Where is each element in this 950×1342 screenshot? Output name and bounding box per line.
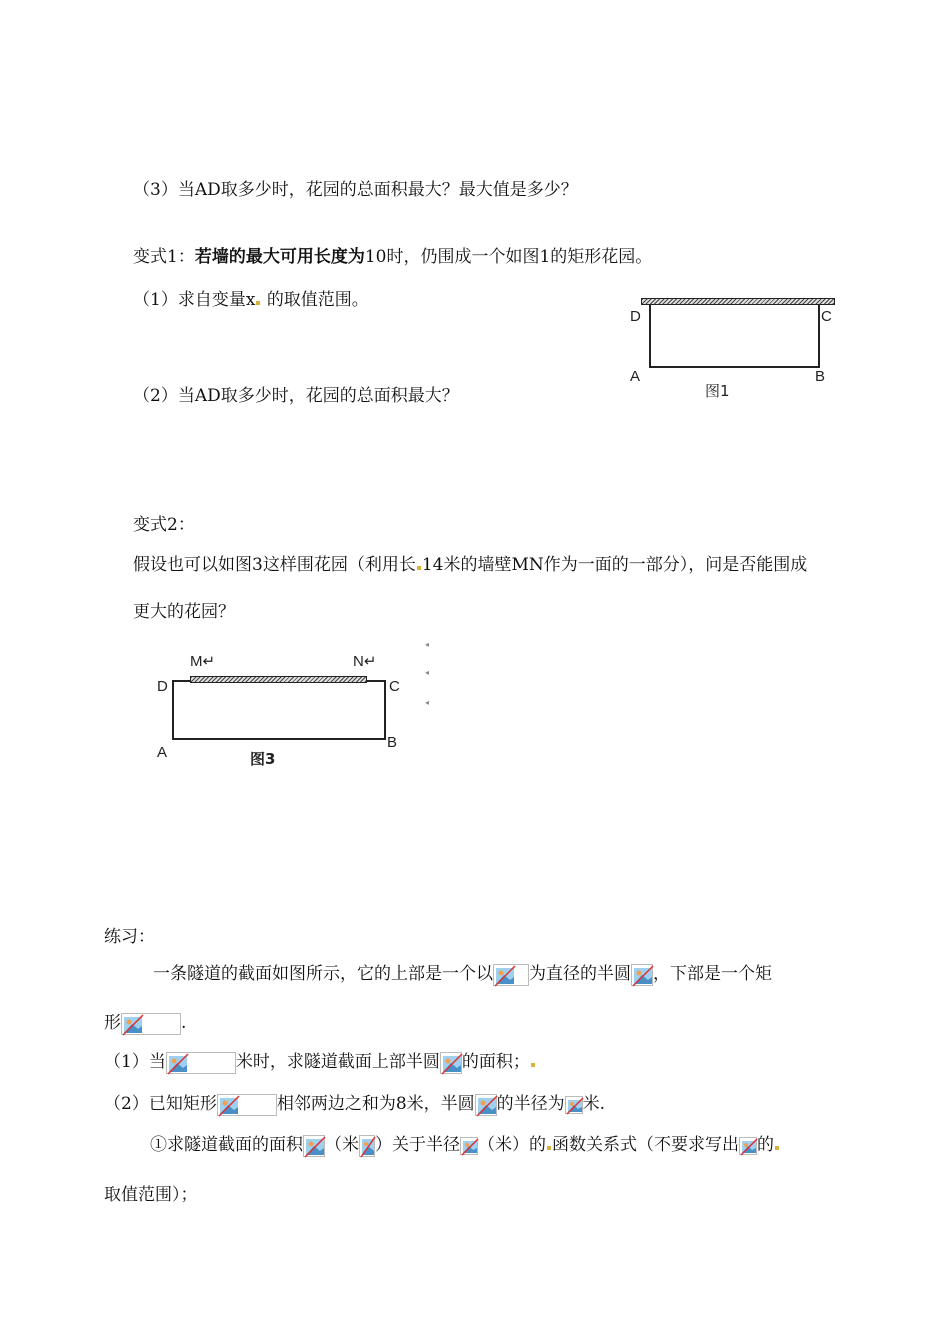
practice-q2d: 米. bbox=[582, 1094, 606, 1114]
label-C: C bbox=[821, 308, 832, 325]
broken-image-icon bbox=[440, 1052, 462, 1074]
variant1-prefix: 变式1： bbox=[133, 247, 195, 267]
wall bbox=[641, 298, 835, 305]
broken-image-icon bbox=[166, 1052, 236, 1074]
practice-q2b: 相邻两边之和为8米，半圆 bbox=[276, 1094, 475, 1114]
label-N: N↵ bbox=[353, 653, 377, 670]
broken-image-icon bbox=[359, 1135, 375, 1157]
variant1-bold-text: 若墙的最大可用长度为 bbox=[194, 247, 365, 267]
broken-image-icon bbox=[460, 1137, 478, 1155]
variant2-title: 变式2： bbox=[133, 515, 195, 535]
practice-q1c: 的面积； bbox=[461, 1052, 530, 1072]
question-3: （3）当AD取多少时，花园的总面积最大？最大值是多少？ bbox=[133, 180, 578, 200]
practice-s1e: 函数关系式（不要求写出 bbox=[552, 1135, 739, 1155]
label-A: A bbox=[157, 744, 168, 761]
practice-p1c: ，下部是一个矩 bbox=[653, 964, 772, 984]
figure-1 bbox=[625, 294, 840, 404]
variant1-heading bbox=[133, 245, 652, 269]
broken-image-icon bbox=[739, 1137, 757, 1155]
broken-image-icon bbox=[303, 1135, 325, 1157]
practice-title: 练习： bbox=[104, 927, 155, 947]
practice-s1f: 的 bbox=[757, 1135, 774, 1155]
broken-image-icon bbox=[475, 1094, 497, 1116]
margin-marker: ◂ bbox=[425, 668, 430, 677]
practice-q1b: 米时，求隧道截面上部半圆 bbox=[235, 1052, 440, 1072]
variant2-line1b: 14米的墙壁MN作为一面的一部分），问是否能围成 bbox=[421, 555, 808, 575]
variant2-line-2: 更大的花园？ bbox=[133, 602, 235, 622]
label-M: M↵ bbox=[190, 653, 216, 670]
variant1-q1-tail: 的取值范围。 bbox=[266, 290, 369, 310]
label-B: B bbox=[815, 368, 826, 385]
variant1-suffix: 10时，仍围成一个如图1的矩形花园。 bbox=[364, 247, 653, 267]
practice-p2a: 形 bbox=[104, 1013, 121, 1033]
practice-s1d: （米）的 bbox=[478, 1135, 546, 1155]
variant1-question-2: （2）当AD取多少时，花园的总面积最大？ bbox=[133, 386, 459, 406]
broken-image-icon bbox=[121, 1013, 181, 1035]
practice-paragraph-line-1 bbox=[153, 962, 772, 986]
practice-s1a: ①求隧道截面的面积 bbox=[150, 1135, 303, 1155]
broken-image-icon bbox=[631, 964, 653, 986]
placeholder-dot bbox=[775, 1146, 779, 1150]
practice-question-1 bbox=[104, 1050, 536, 1074]
placeholder-dot bbox=[547, 1146, 551, 1150]
garden-rectangle-3 bbox=[172, 680, 386, 740]
margin-marker: ◂ bbox=[425, 698, 430, 707]
figure-3-caption: 图3 bbox=[250, 750, 276, 768]
variant2-line1a: 假设也可以如图3这样围花园（利用长 bbox=[133, 555, 416, 575]
figure-3 bbox=[150, 640, 440, 775]
broken-image-icon bbox=[565, 1096, 583, 1114]
practice-question-2 bbox=[104, 1092, 605, 1116]
practice-subquestion-1-tail: 取值范围）； bbox=[104, 1185, 198, 1205]
placeholder-dot bbox=[531, 1063, 535, 1067]
wall-MN-top bbox=[190, 676, 367, 683]
practice-s1c: ）关于半径 bbox=[375, 1135, 460, 1155]
practice-q2c: 的半径为 bbox=[496, 1094, 565, 1114]
practice-paragraph-line-2 bbox=[104, 1011, 186, 1035]
practice-s1b: （米 bbox=[325, 1135, 359, 1155]
practice-subquestion-1 bbox=[150, 1133, 780, 1157]
practice-q2a: （2）已知矩形 bbox=[104, 1094, 217, 1114]
label-A: A bbox=[630, 368, 641, 385]
broken-image-icon bbox=[493, 964, 529, 986]
practice-p1b: 为直径的半圆 bbox=[529, 964, 631, 984]
label-B: B bbox=[387, 734, 398, 751]
practice-q1a: （1）当 bbox=[104, 1052, 166, 1072]
label-C: C bbox=[389, 678, 400, 695]
label-D: D bbox=[157, 678, 168, 695]
figure-1-caption: 图1 bbox=[705, 382, 730, 400]
garden-rectangle bbox=[649, 305, 820, 368]
label-D: D bbox=[630, 308, 641, 325]
placeholder-dot bbox=[256, 301, 260, 305]
placeholder-dot bbox=[417, 566, 421, 570]
variant1-question-1 bbox=[133, 288, 369, 312]
practice-p2b: . bbox=[181, 1013, 187, 1033]
variant2-line-1 bbox=[133, 553, 807, 577]
margin-marker: ◂ bbox=[425, 640, 430, 649]
variant1-q1-text: （1）求自变量x bbox=[133, 290, 256, 310]
broken-image-icon bbox=[217, 1094, 277, 1116]
practice-p1a: 一条隧道的截面如图所示，它的上部是一个以 bbox=[153, 964, 493, 984]
